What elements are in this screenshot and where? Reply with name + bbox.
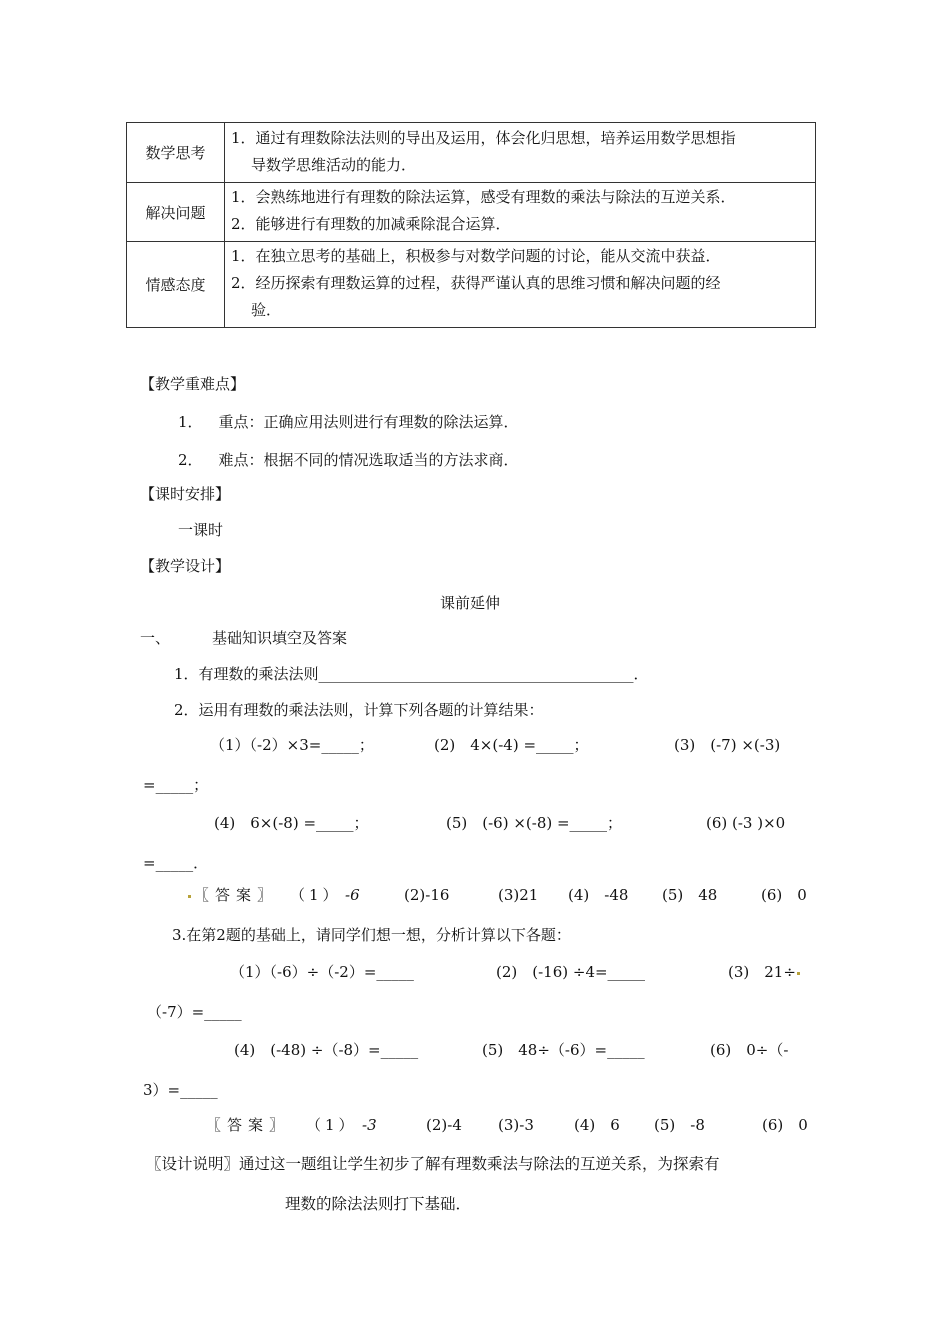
answer-6: (6) 0 <box>762 1116 808 1134</box>
key-point-2: 2． 难点：根据不同的情况选取适当的方法求商． <box>178 451 519 469</box>
answer-3: (3)-3 <box>498 1116 534 1134</box>
answer-5: (5) -8 <box>654 1116 705 1134</box>
schedule-heading: 【课时安排】 <box>140 485 231 503</box>
answer-4: (4) -48 <box>568 886 629 904</box>
q3-item-3: (3) 21÷ <box>728 962 803 982</box>
category-cell: 解决问题 <box>127 183 225 242</box>
goal-item-text: 在独立思考的基础上，积极参与对数学问题的讨论，能从交流中获益． <box>255 247 721 265</box>
design-note: 〖设计说明〗通过这一题组让学生初步了解有理数乘法与除法的互逆关系，为探索有 <box>146 1155 720 1173</box>
q2-item-2: (2) 4×(-4) =_____； <box>434 736 589 754</box>
key-points-heading: 【教学重难点】 <box>140 375 246 393</box>
q3-item-5: (5) 48÷（-6）=_____ <box>482 1041 645 1059</box>
answer-5: (5) 48 <box>662 886 718 904</box>
answer-blank: __________________________________________． <box>318 665 649 683</box>
schedule-text: 一课时 <box>178 521 224 539</box>
goal-item-text: 能够进行有理数的加减乘除混合运算． <box>255 215 511 233</box>
q2-item-6: (6) (-3 )×0 <box>706 814 786 832</box>
content-cell: 1．在独立思考的基础上，积极参与对数学问题的讨论，能从交流中获益． 2．经历探索有理数运算的过程，获得严谨认真的思维习惯和解决问题的经 验． <box>225 242 816 328</box>
key-point-1: 1． 重点：正确应用法则进行有理数的除法运算． <box>178 413 519 431</box>
section-title: 基础知识填空及答案 <box>212 629 348 647</box>
category-cell: 数学思考 <box>127 123 225 183</box>
design-heading: 【教学设计】 <box>140 557 231 575</box>
q3-item-2: (2) (-16) ÷4=_____ <box>496 963 646 981</box>
answer-3: (3)21 <box>498 886 539 904</box>
answer-1-num: （1） <box>290 886 342 904</box>
content-cell: 1．会熟练地进行有理数的除法运算，感受有理数的乘法与除法的互逆关系． 2．能够进行有理数的加减乘除混合运算． <box>225 183 816 242</box>
design-note-cont: 理数的除法法则打下基础． <box>285 1195 472 1213</box>
q2-item-5: (5) (-6) ×(-8) =_____； <box>446 814 623 832</box>
answer-1-value: -3 <box>362 1116 377 1134</box>
answer-2: (2)-16 <box>404 886 450 904</box>
q3-item-6: (6) 0÷（- <box>710 1041 789 1059</box>
q2-item-1: （1）（-2）×3=_____； <box>210 736 374 754</box>
q3-item-3-wrap: （-7）=_____ <box>147 1003 242 1021</box>
q3-item-6-wrap: 3）=_____ <box>143 1081 218 1099</box>
answer-4: (4) 6 <box>574 1116 620 1134</box>
q2-item-3: (3) (-7) ×(-3) <box>674 736 781 754</box>
q3-item-4: (4) (-48) ÷（-8）=_____ <box>234 1041 419 1059</box>
design-subtitle: 课前延伸 <box>440 594 501 612</box>
section-number: 一、 <box>140 629 171 647</box>
answer-1-num: （1） <box>306 1116 358 1134</box>
content-cell: 1．通过有理数除法法则的导出及运用，体会化归思想，培养运用数学思想指 导数学思维活动的能力． <box>225 123 816 183</box>
q2-item-6-wrap: =_____． <box>143 854 209 872</box>
answer-label: 〖答案〗 <box>206 1116 291 1134</box>
answer-label: 〖答案〗 <box>188 885 278 905</box>
q3-item-1: （1）（-6）÷（-2）=_____ <box>230 963 414 981</box>
answer-6: (6) 0 <box>761 886 807 904</box>
category-cell: 情感态度 <box>127 242 225 328</box>
goal-item-text-cont: 导数学思维活动的能力． <box>251 155 417 174</box>
goal-item-text: 经历探索有理数运算的过程，获得严谨认真的思维习惯和解决问题的经 <box>255 274 721 292</box>
goal-item-text: 会熟练地进行有理数的除法运算，感受有理数的乘法与除法的互逆关系． <box>255 188 736 206</box>
table-row <box>127 242 816 328</box>
goal-item-text-cont: 验． <box>251 301 282 319</box>
answer-1-value: -6 <box>345 886 360 904</box>
table-row <box>127 183 816 242</box>
answer-2: (2)-4 <box>426 1116 462 1134</box>
table-row <box>127 123 816 183</box>
teaching-goals-table <box>126 122 816 328</box>
q2-item-3-wrap: =_____； <box>143 776 209 794</box>
goal-item-text: 通过有理数除法法则的导出及运用，体会化归思想，培养运用数学思想指 <box>255 128 736 147</box>
question-1: 1．有理数的乘法法则__________________________________________． <box>174 665 649 683</box>
question-2: 2．运用有理数的乘法法则，计算下列各题的计算结果： <box>174 701 544 719</box>
q2-item-4: (4) 6×(-8) =_____； <box>214 814 369 832</box>
question-3: 3.在第2题的基础上，请同学们想一想，分析计算以下各题： <box>172 926 571 944</box>
